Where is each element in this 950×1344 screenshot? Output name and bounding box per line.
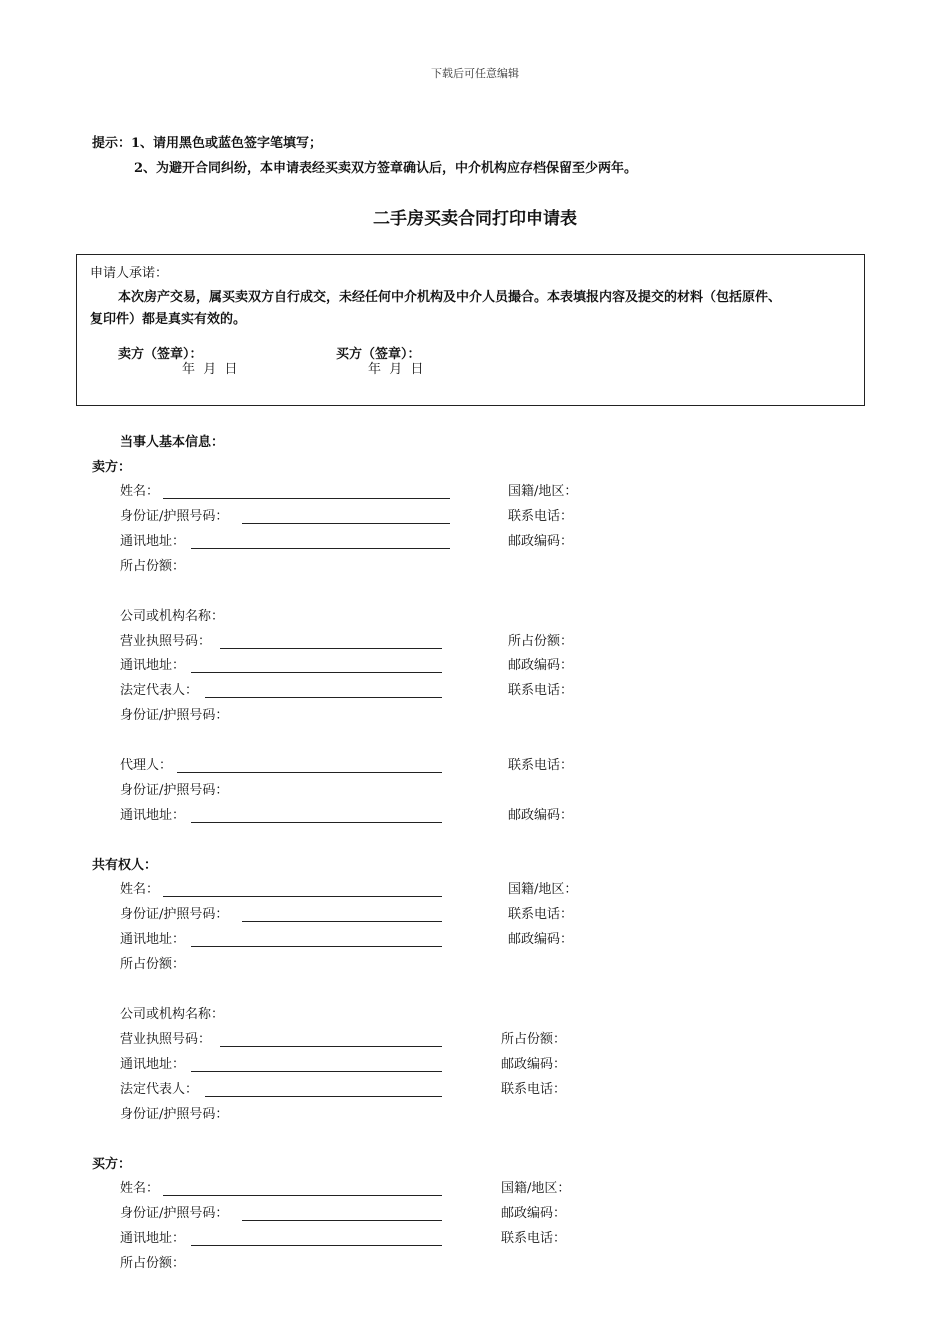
- seller-name-label: 姓名：: [120, 484, 160, 499]
- seller-address-label: 通讯地址：: [120, 534, 186, 549]
- co-owner-org-license-field[interactable]: [220, 1046, 442, 1047]
- pledge-body-line-1: 本次房产交易，属买卖双方自行成交，未经任何中介机构及中介人员撮合。本表填报内容及提交的材料（包括原件、: [118, 290, 782, 305]
- seller-share-label: 所占份额：: [120, 559, 186, 574]
- seller-org-address-label: 通讯地址：: [120, 658, 186, 673]
- buyer-signature-label: 买方（签章）：: [336, 347, 421, 362]
- seller-org-postcode-label: 邮政编码：: [508, 658, 574, 673]
- co-owner-share-label: 所占份额：: [120, 957, 186, 972]
- co-owner-name-label: 姓名：: [120, 882, 160, 897]
- buyer-name-field[interactable]: [163, 1195, 442, 1196]
- co-owner-org-phone-label: 联系电话：: [501, 1082, 567, 1097]
- co-owner-nationality-label: 国籍/地区：: [508, 882, 578, 897]
- buyer-postcode-label: 邮政编码：: [501, 1206, 567, 1221]
- agent-phone-label: 联系电话：: [508, 758, 574, 773]
- co-owner-address-label: 通讯地址：: [120, 932, 186, 947]
- buyer-share-label: 所占份额：: [120, 1256, 186, 1271]
- co-owner-org-legal-rep-field[interactable]: [205, 1096, 442, 1097]
- co-owner-id-field[interactable]: [242, 921, 442, 922]
- co-owner-org-address-field[interactable]: [191, 1071, 442, 1072]
- seller-postcode-label: 邮政编码：: [508, 534, 574, 549]
- seller-org-legal-rep-label: 法定代表人：: [120, 683, 199, 698]
- seller-org-legal-rep-field[interactable]: [205, 697, 442, 698]
- co-owner-org-license-label: 营业执照号码：: [120, 1032, 212, 1047]
- agent-field[interactable]: [177, 772, 442, 773]
- co-owner-org-address-label: 通讯地址：: [120, 1057, 186, 1072]
- seller-id-label: 身份证/护照号码：: [120, 509, 229, 524]
- buyer-address-field[interactable]: [191, 1245, 442, 1246]
- seller-org-license-label: 营业执照号码：: [120, 634, 212, 649]
- buyer-phone-label: 联系电话：: [501, 1231, 567, 1246]
- seller-org-phone-label: 联系电话：: [508, 683, 574, 698]
- agent-label: 代理人：: [120, 758, 173, 773]
- agent-id-label: 身份证/护照号码：: [120, 783, 229, 798]
- seller-nationality-label: 国籍/地区：: [508, 484, 578, 499]
- section-heading-parties: 当事人基本信息：: [120, 435, 225, 450]
- co-owner-postcode-label: 邮政编码：: [508, 932, 574, 947]
- pledge-box: [76, 254, 865, 406]
- co-owner-org-share-label: 所占份额：: [501, 1032, 567, 1047]
- seller-address-field[interactable]: [191, 548, 450, 549]
- seller-org-share-label: 所占份额：: [508, 634, 574, 649]
- page-header-note: 下载后可任意编辑: [431, 67, 519, 80]
- agent-address-field[interactable]: [191, 822, 442, 823]
- buyer-id-label: 身份证/护照号码：: [120, 1206, 229, 1221]
- seller-signature-date: 年 月 日: [182, 362, 238, 377]
- buyer-address-label: 通讯地址：: [120, 1231, 186, 1246]
- seller-org-address-field[interactable]: [191, 672, 442, 673]
- seller-id-field[interactable]: [242, 523, 450, 524]
- buyer-heading: 买方：: [92, 1157, 132, 1172]
- seller-signature-label: 卖方（签章）：: [118, 347, 203, 362]
- buyer-id-field[interactable]: [242, 1220, 442, 1221]
- co-owner-org-legal-rep-label: 法定代表人：: [120, 1082, 199, 1097]
- seller-heading: 卖方：: [92, 460, 132, 475]
- co-owner-phone-label: 联系电话：: [508, 907, 574, 922]
- agent-postcode-label: 邮政编码：: [508, 808, 574, 823]
- co-owner-org-postcode-label: 邮政编码：: [501, 1057, 567, 1072]
- co-owner-heading: 共有权人：: [92, 858, 158, 873]
- pledge-heading: 申请人承诺：: [90, 266, 169, 281]
- seller-phone-label: 联系电话：: [508, 509, 574, 524]
- co-owner-org-name-label: 公司或机构名称：: [120, 1007, 225, 1022]
- buyer-nationality-label: 国籍/地区：: [501, 1181, 571, 1196]
- tip-line-2: 2、为避开合同纠纷，本申请表经买卖双方签章确认后，中介机构应存档保留至少两年。: [134, 161, 638, 176]
- seller-org-name-label: 公司或机构名称：: [120, 609, 225, 624]
- tip-line-1: 提示：1、请用黑色或蓝色签字笔填写；: [92, 136, 323, 151]
- seller-name-field[interactable]: [163, 498, 450, 499]
- seller-org-id-label: 身份证/护照号码：: [120, 708, 229, 723]
- co-owner-address-field[interactable]: [191, 946, 442, 947]
- pledge-body-line-2: 复印件）都是真实有效的。: [90, 312, 247, 327]
- seller-org-license-field[interactable]: [220, 648, 442, 649]
- buyer-name-label: 姓名：: [120, 1181, 160, 1196]
- page-title: 二手房买卖合同打印申请表: [373, 209, 577, 229]
- co-owner-id-label: 身份证/护照号码：: [120, 907, 229, 922]
- buyer-signature-date: 年 月 日: [368, 362, 424, 377]
- co-owner-name-field[interactable]: [163, 896, 442, 897]
- co-owner-org-id-label: 身份证/护照号码：: [120, 1107, 229, 1122]
- agent-address-label: 通讯地址：: [120, 808, 186, 823]
